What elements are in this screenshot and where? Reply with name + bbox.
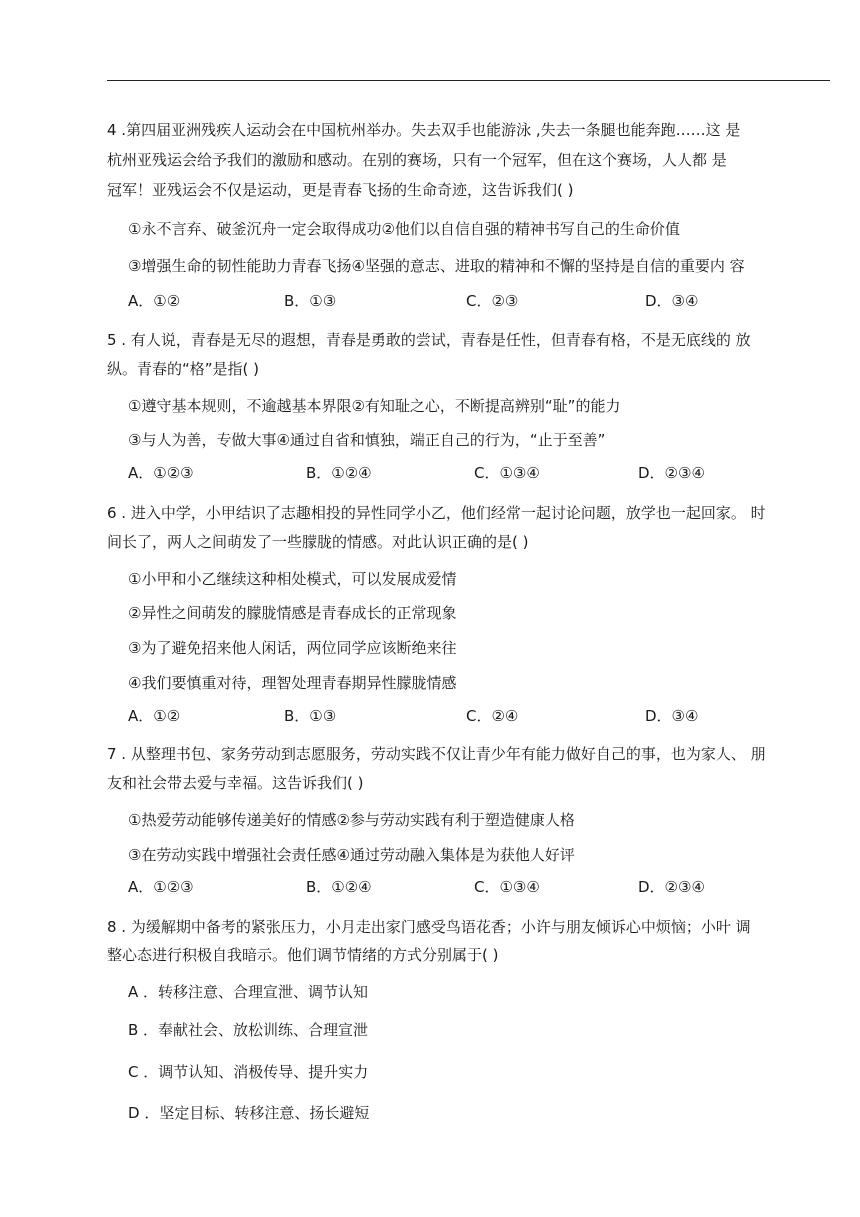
q8-stem-line-2: 整心态进行积极自我暗示。他们调节情绪的方式分别属于( ): [107, 946, 499, 964]
q5-stem-line-2: 纵。青春的“格”是指( ): [107, 360, 260, 378]
q4-option-a[interactable]: A．①②: [128, 292, 181, 310]
q7-option-c[interactable]: C．①③④: [474, 878, 540, 896]
q6-statement-3: ③为了避免招来他人闲话，两位同学应该断绝来往: [128, 639, 457, 657]
q4-statement-1: ①永不言弃、破釜沉舟一定会取得成功②他们以自信自强的精神书写自己的生命价值: [128, 220, 680, 238]
q6-stem-line-2: 间长了，两人之间萌发了一些朦胧的情感。对此认识正确的是( ): [107, 533, 529, 551]
q5-option-b[interactable]: B．①②④: [306, 464, 372, 482]
q6-stem-line-1: 6 . 进入中学，小甲结识了志趣相投的异性同学小乙，他们经常一起讨论问题，放学也一起回家。 时: [107, 504, 766, 522]
q6-statement-1: ①小甲和小乙继续这种相处模式，可以发展成爱情: [128, 570, 457, 588]
q7-stem-line-1: 7 . 从整理书包、家务劳动到志愿服务，劳动实践不仅让青少年有能力做好自己的事，也为家人、 朋: [107, 745, 766, 763]
q8-option-a[interactable]: A ．转移注意、合理宣泄、调节认知: [128, 983, 369, 1001]
q7-statement-1: ①热爱劳动能够传递美好的情感②参与劳动实践有利于塑造健康人格: [128, 811, 575, 829]
q8-option-d[interactable]: D ．坚定目标、转移注意、扬长避短: [128, 1104, 370, 1122]
q7-option-a[interactable]: A．①②③: [128, 878, 194, 896]
q6-option-b[interactable]: B．①③: [284, 707, 337, 725]
q7-option-b[interactable]: B．①②④: [306, 878, 372, 896]
q7-statement-2: ③在劳动实践中增强社会责任感④通过劳动融入集体是为获他人好评: [128, 846, 575, 864]
q4-stem-line-3: 冠军！亚残运会不仅是运动，更是青春飞扬的生命奇迹，这告诉我们( ): [107, 181, 574, 199]
q6-option-c[interactable]: C．②④: [466, 707, 519, 725]
q5-option-c[interactable]: C．①③④: [474, 464, 540, 482]
header-rule: [107, 80, 830, 81]
q6-option-d[interactable]: D．③④: [645, 707, 699, 725]
q8-stem-line-1: 8 . 为缓解期中备考的紧张压力，小月走出家门感受鸟语花香；小许与朋友倾诉心中烦恼；小叶 调: [107, 918, 751, 936]
q7-option-d[interactable]: D．②③④: [638, 878, 705, 896]
q4-stem-line-1: 4 .第四届亚洲残疾人运动会在中国杭州举办。失去双手也能游泳 ,失去一条腿也能奔跑……这 是: [107, 121, 741, 139]
q6-statement-2: ②异性之间萌发的朦胧情感是青春成长的正常现象: [128, 604, 457, 622]
q5-stem-line-1: 5 . 有人说，青春是无尽的遐想，青春是勇敢的尝试，青春是任性，但青春有格，不是无底线的 放: [107, 331, 751, 349]
q8-option-c[interactable]: C ．调节认知、消极传导、提升实力: [128, 1063, 369, 1081]
q4-stem-line-2: 杭州亚残运会给予我们的激励和感动。在别的赛场，只有一个冠军，但在这个赛场，人人都 是: [107, 151, 727, 169]
q7-stem-line-2: 友和社会带去爱与幸福。这告诉我们( ): [107, 774, 364, 792]
q4-statement-2: ③增强生命的韧性能助力青春飞扬④坚强的意志、进取的精神和不懈的坚持是自信的重要内 容: [128, 257, 745, 275]
q5-statement-2: ③与人为善，专做大事④通过自省和慎独，端正自己的行为，“止于至善”: [128, 431, 606, 449]
q4-option-d[interactable]: D．③④: [645, 292, 699, 310]
q6-option-a[interactable]: A．①②: [128, 707, 181, 725]
q4-option-c[interactable]: C．②③: [466, 292, 519, 310]
q5-statement-1: ①遵守基本规则，不逾越基本界限②有知耻之心，不断提高辨别“耻”的能力: [128, 397, 621, 415]
q8-option-b[interactable]: B ．奉献社会、放松训练、合理宣泄: [128, 1021, 369, 1039]
q6-statement-4: ④我们要慎重对待，理智处理青春期异性朦胧情感: [128, 674, 457, 692]
q4-option-b[interactable]: B．①③: [284, 292, 337, 310]
q5-option-a[interactable]: A．①②③: [128, 464, 194, 482]
q5-option-d[interactable]: D．②③④: [638, 464, 705, 482]
